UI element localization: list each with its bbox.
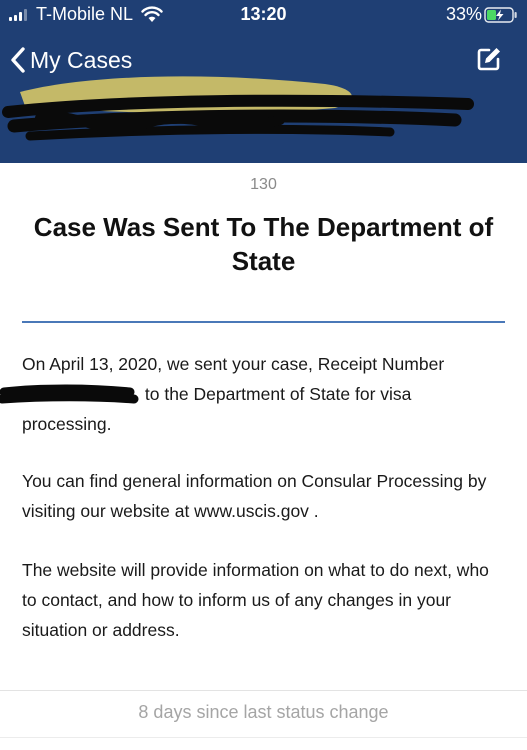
next-steps-paragraph: The website will provide information on what to do next, who to contact, and how to inform us of any changes in your situation or address. <box>22 560 489 640</box>
case-status-title: Case Was Sent To The Department of State <box>33 212 494 276</box>
title-divider <box>22 321 505 323</box>
carrier-name: T-Mobile NL <box>36 4 134 24</box>
consular-info-paragraph: You can find general information on Consular Processing by visiting our website at www.uscis.gov . <box>22 471 487 521</box>
compose-icon[interactable] <box>476 46 502 72</box>
footer-divider <box>0 690 527 691</box>
footer-divider-bottom <box>0 737 527 738</box>
case-count: 130 <box>250 176 277 193</box>
status-bar <box>0 0 527 32</box>
battery-percentage: 33% <box>446 4 483 24</box>
receipt-line-2-text: to the Department of State for visa <box>144 384 412 404</box>
battery-charging-icon <box>484 7 518 23</box>
status-clock: 13:20 <box>240 4 287 24</box>
status-description-paragraph <box>22 349 508 439</box>
receipt-line-3: processing. <box>22 414 112 434</box>
redacted-name-scribble <box>0 70 527 152</box>
redacted-receipt-number <box>0 384 140 406</box>
receipt-line-2 <box>22 379 508 409</box>
last-status-change-text: 8 days since last status change <box>138 702 389 722</box>
receipt-line-1: On April 13, 2020, we sent your case, Receipt Number <box>22 354 445 374</box>
back-button-label: My Cases <box>30 46 133 73</box>
app-header <box>0 0 527 163</box>
